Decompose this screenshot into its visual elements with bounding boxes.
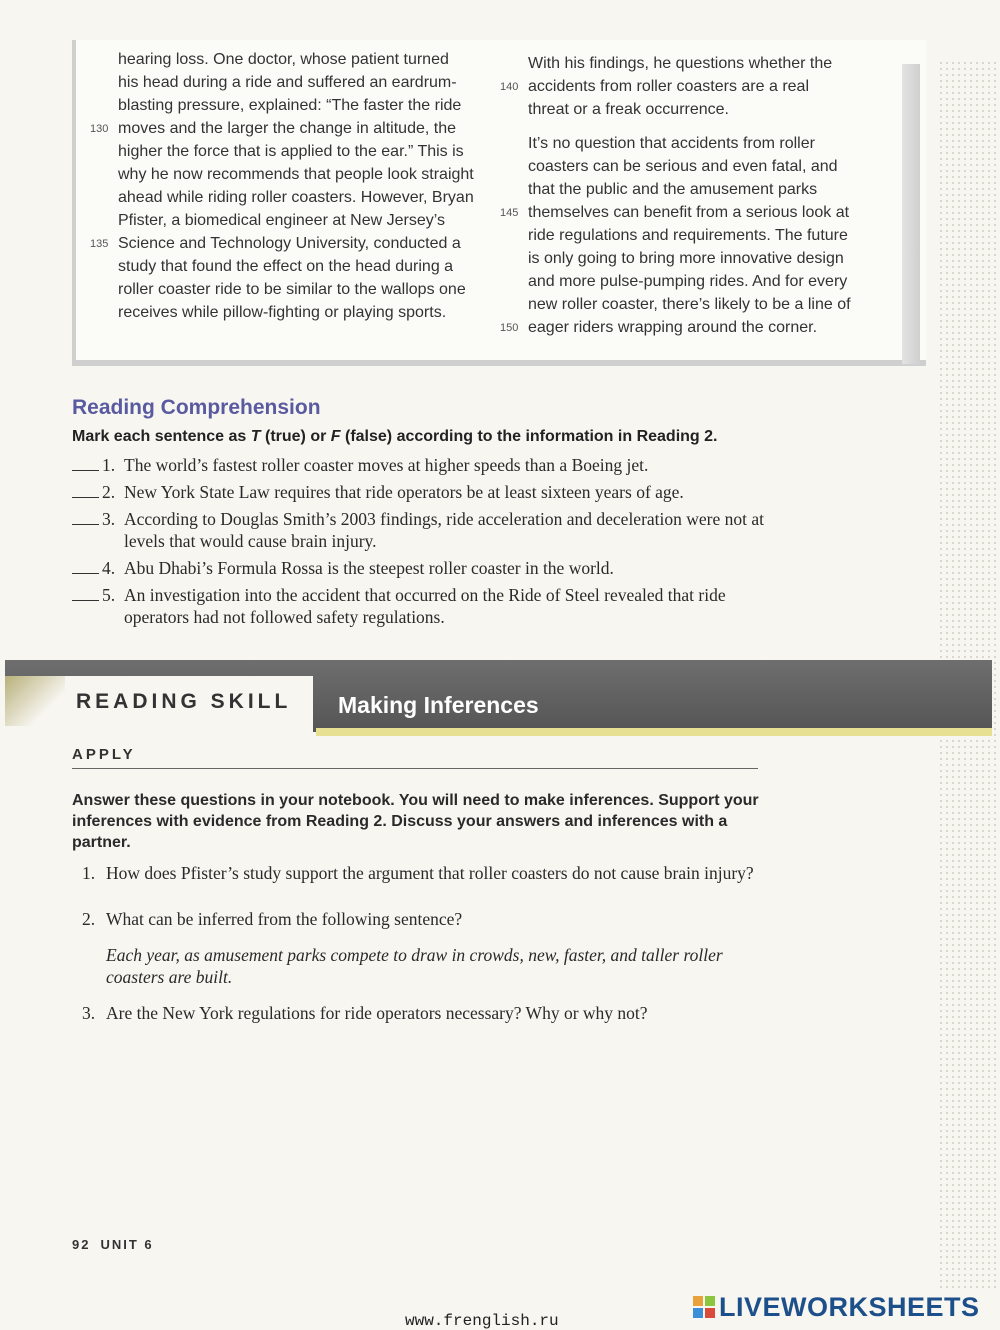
line-text: higher the force that is applied to the ear.” This is [118, 143, 464, 160]
line-text: themselves can benefit from a serious look at [528, 204, 850, 221]
text-line [528, 293, 878, 316]
liveworksheets-logo-text: LIVEWORKSHEETS [719, 1291, 980, 1322]
item-text: An investigation into the accident that occurred on the Ride of Steel revealed that ride operators had not followed safety regulations. [124, 585, 726, 627]
inference-questions [82, 862, 762, 1048]
text-line [90, 232, 498, 255]
item-text: The world’s fastest roller coaster moves at higher speeds than a Boeing jet. [124, 455, 649, 475]
line-number: 130 [90, 123, 109, 135]
line-number: 145 [500, 207, 519, 219]
answer-blank[interactable] [72, 454, 99, 471]
line-text: study that found the effect on the head during a [118, 258, 454, 275]
text-line [118, 71, 498, 94]
line-text: eager riders wrapping around the corner. [528, 319, 818, 336]
text-line [528, 270, 878, 293]
liveworksheets-logo [693, 1290, 980, 1324]
line-text: threat or a freak occurrence. [528, 101, 729, 118]
reading-skill-label: READING SKILL [76, 690, 292, 713]
line-text: and more pulse-pumping rides. And for every [528, 273, 848, 290]
line-text: his head during a ride and suffered an eardrum- [118, 74, 457, 91]
true-false-item [72, 481, 772, 503]
true-false-item [72, 454, 772, 476]
comprehension-title: Reading Comprehension [72, 396, 321, 419]
line-text: blasting pressure, explained: “The faster the ride [118, 97, 462, 114]
answer-blank[interactable] [72, 557, 99, 574]
line-number: 140 [500, 81, 519, 93]
text-line [118, 163, 498, 186]
item-number: 5. [102, 585, 116, 605]
banner-yellow-rule [316, 728, 992, 736]
source-watermark: www.frenglish.ru [405, 1312, 559, 1330]
text-line [500, 316, 878, 339]
text-line [528, 178, 878, 201]
true-false-item [72, 557, 772, 579]
apply-heading: APPLY [72, 746, 136, 763]
line-text: why he now recommends that people look straight [118, 166, 474, 183]
item-number: 2. [102, 482, 116, 502]
text-line [118, 255, 498, 278]
reading-right-column [500, 52, 878, 339]
line-text: hearing loss. One doctor, whose patient turned [118, 51, 449, 68]
question-number: 2. [82, 909, 96, 929]
inference-question [82, 1002, 762, 1024]
text-line [528, 155, 878, 178]
line-text: receives while pillow-fighting or playing sports. [118, 304, 447, 321]
item-number: 3. [102, 509, 116, 529]
line-text: accidents from roller coasters are a real [528, 78, 809, 95]
answer-blank[interactable] [72, 508, 99, 525]
line-text: new roller coaster, there’s likely to be a line of [528, 296, 851, 313]
text-line [500, 201, 878, 224]
text-line [90, 117, 498, 140]
item-number: 4. [102, 558, 116, 578]
line-text: Science and Technology University, conducted a [118, 235, 461, 252]
text-line [118, 278, 498, 301]
comprehension-list [72, 454, 772, 633]
item-text: New York State Law requires that ride operators be at least sixteen years of age. [124, 482, 684, 502]
true-false-item [72, 508, 772, 552]
line-text: With his findings, he questions whether the [528, 55, 833, 72]
line-text: is only going to bring more innovative design [528, 250, 844, 267]
question-text: Are the New York regulations for ride operators necessary? Why or why not? [106, 1003, 648, 1023]
text-line [528, 224, 878, 247]
text-line [528, 98, 878, 121]
question-number: 1. [82, 863, 96, 883]
reading-box-edge [902, 64, 920, 364]
inference-question [82, 908, 762, 988]
question-text: What can be inferred from the following sentence? [106, 909, 463, 929]
question-text: How does Pfister’s study support the argument that roller coasters do not cause brain injury? [106, 863, 754, 883]
reading-left-column [90, 48, 498, 324]
item-number: 1. [102, 455, 116, 475]
true-false-item [72, 584, 772, 628]
text-line [118, 186, 498, 209]
line-number: 150 [500, 322, 519, 334]
line-text: It’s no question that accidents from roller [528, 135, 815, 152]
line-text: coasters can be serious and even fatal, and [528, 158, 838, 175]
text-line [118, 140, 498, 163]
text-line [118, 209, 498, 232]
item-text: According to Douglas Smith’s 2003 findings, ride acceleration and deceleration were not at levels that would cause brain injury. [124, 509, 765, 551]
page-number: 92 [72, 1237, 91, 1252]
answer-blank[interactable] [72, 481, 99, 498]
page-footer [72, 1237, 164, 1252]
line-text: Pfister, a biomedical engineer at New Jersey’s [118, 212, 445, 229]
text-line [528, 132, 878, 155]
apply-instruction: Answer these questions in your notebook. You will need to make inferences. Support your inferences with evidence from Reading 2. Discuss your answers and inferences with a partner. [72, 792, 759, 851]
line-number: 135 [90, 238, 109, 250]
item-text: Abu Dhabi’s Formula Rossa is the steepest roller coaster in the world. [124, 558, 614, 578]
line-text: that the public and the amusement parks [528, 181, 818, 198]
comprehension-instruction: Mark each sentence as T (true) or F (false) according to the information in Reading 2. [72, 428, 718, 445]
text-line [528, 247, 878, 270]
text-line [118, 301, 498, 324]
inference-question [82, 862, 762, 884]
reading-skill-name: Making Inferences [338, 692, 539, 718]
text-line [118, 48, 498, 71]
text-line [500, 75, 878, 98]
line-text: roller coaster ride to be similar to the wallops one [118, 281, 466, 298]
text-line [528, 52, 878, 75]
question-number: 3. [82, 1003, 96, 1023]
line-text: ride regulations and requirements. The future [528, 227, 848, 244]
quoted-sentence: Each year, as amusement parks compete to draw in crowds, new, faster, and taller roller coasters are built. [106, 945, 723, 987]
unit-label: UNIT 6 [100, 1237, 154, 1252]
banner-accent [5, 676, 65, 726]
text-line [118, 94, 498, 117]
line-text: ahead while riding roller coasters. However, Bryan [118, 189, 474, 206]
apply-divider [72, 768, 758, 769]
answer-blank[interactable] [72, 584, 99, 601]
line-text: moves and the larger the change in altitude, the [118, 120, 456, 137]
liveworksheets-icon [693, 1296, 715, 1318]
